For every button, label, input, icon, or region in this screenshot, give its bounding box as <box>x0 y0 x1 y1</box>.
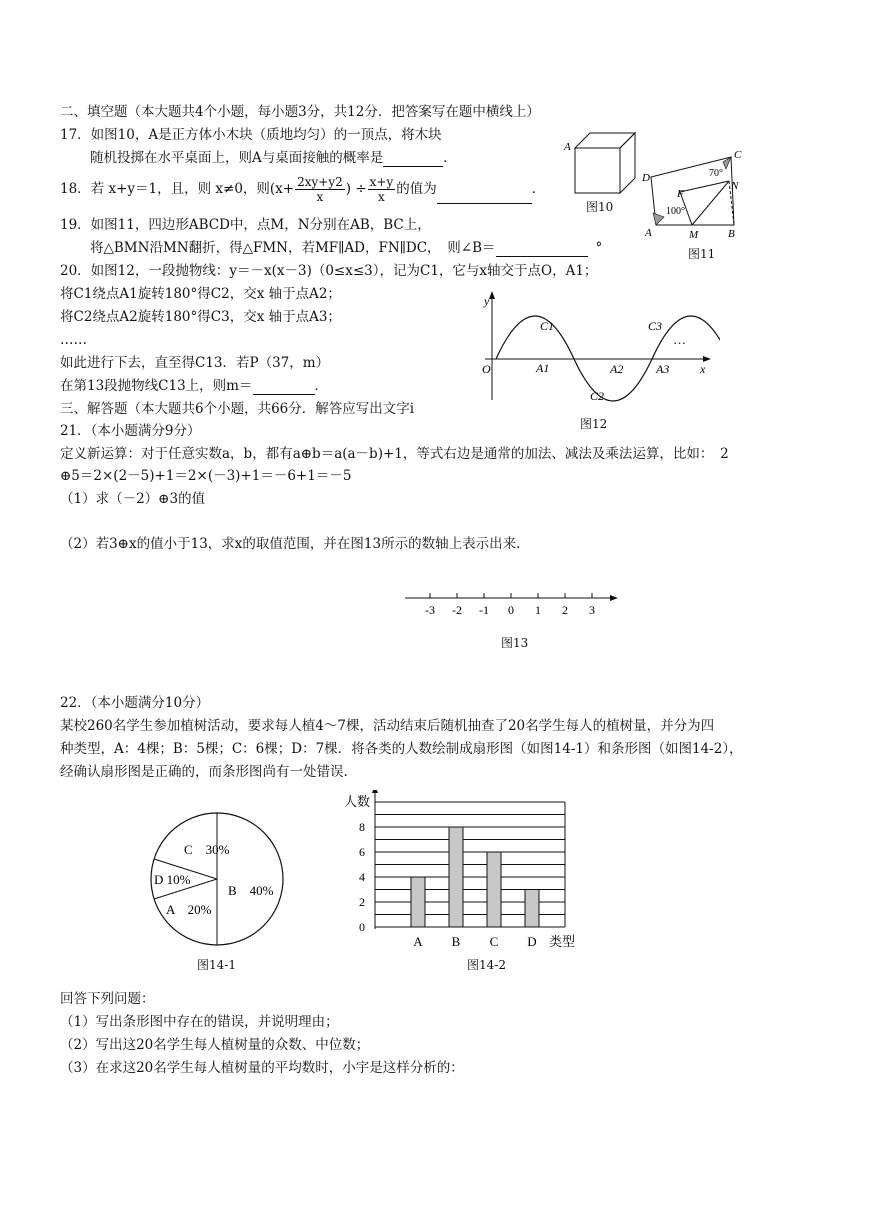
bar-B <box>449 827 463 927</box>
answer-blank-q20 <box>253 380 315 395</box>
fig12-dots: … <box>673 332 686 347</box>
q20-line5: 如此进行下去，直至得C13．若P（37，m） <box>60 355 330 371</box>
figure11-caption: 图11 <box>688 247 716 261</box>
tick-label: 2 <box>562 603 568 617</box>
figure14-1-caption: 图14-1 <box>197 958 236 972</box>
figure14-1-pie <box>148 810 288 950</box>
y-axis-arrow <box>372 790 378 793</box>
fig12-x-label: x <box>700 362 706 376</box>
q20-line1: 20．如图12，一段抛物线：y＝－x(x－3)（0≤x≤3），记为C1，它与x轴交于点O，A1； <box>60 263 598 279</box>
number-line-ticks <box>425 593 595 617</box>
fig11-label-b: B <box>728 228 735 240</box>
fig11-label-d: D <box>642 172 650 184</box>
q21-part2: （2）若3⊕x的值小于13，求x的取值范围，并在图13所示的数轴上表示出来. <box>60 536 521 552</box>
pie-label-c: C 30% <box>184 842 230 857</box>
q21-title: 21．（本小题满分9分） <box>60 423 201 439</box>
fig11-label-f: F <box>677 188 684 200</box>
fig12-origin: O <box>482 362 491 376</box>
q21-line2: ⊕5＝2×(2－5)+1＝2×(－3)+1＝－6+1＝－5 <box>60 468 352 484</box>
q19-line1: 19．如图11，四边形ABCD中，点M，N分别在AB，BC上， <box>60 217 431 233</box>
fig10-label-a: A <box>564 141 571 153</box>
q18: 18．若 x+y＝1，且，则 x≠0，则(x+ $\frac{2xy+y2}{x}$ ) ÷ $\frac{x+y}{x}$ 的值为 ． <box>60 175 546 204</box>
answer-blank-q18 <box>437 189 532 204</box>
q22-line3: 经确认扇形图是正确的，而条形图尚有一处错误. <box>60 764 348 780</box>
fraction-1: $\frac{2xy+y2}{x}$ <box>297 175 343 204</box>
fig12-c1: C1 <box>540 319 555 333</box>
pie-label-b: B 40% <box>228 883 274 898</box>
y-tick-label: 0 <box>359 920 365 934</box>
section2-heading: 二、填空题（本大题共4个小题，每小题3分，共12分．把答案写在题中横线上） <box>60 104 540 120</box>
answer-heading: 回答下列问题： <box>60 991 155 1007</box>
fig12-a1: A1 <box>536 361 550 375</box>
fraction-2: $\frac{x+y}{x}$ <box>369 175 394 204</box>
pie-label-a: A 20% <box>166 902 212 917</box>
tick-label: -1 <box>479 603 489 617</box>
tick-label: -2 <box>452 603 462 617</box>
q22-part1: （1）写出条形图中存在的错误，并说明理由； <box>60 1014 339 1030</box>
bar-D <box>525 890 539 928</box>
fig12-c2: C2 <box>590 389 605 403</box>
q22-part2: （2）写出这20名学生每人植树量的众数、中位数； <box>60 1037 370 1053</box>
q22-part3: （3）在求这20名学生每人植树量的平均数时，小宇是这样分析的： <box>60 1060 464 1076</box>
q20-line2: 将C1绕点A1旋转180°得C2，交x 轴于点A2； <box>60 286 341 302</box>
tick-label: 0 <box>508 603 514 617</box>
figure10-caption: 图10 <box>586 200 614 214</box>
q17-line1: 17．如图10，A是正方体小木块（质地均匀）的一顶点，将木块 <box>60 127 442 143</box>
q20-line6: 在第13段抛物线C13上，则m＝ ． <box>60 378 328 394</box>
fig11-angle-f: 100° <box>666 206 685 217</box>
section3-heading: 三、解答题（本大题共6个小题，共66分．解答应写出文字i <box>60 401 415 417</box>
y-tick-label: 8 <box>359 820 365 834</box>
fig11-label-m: M <box>689 229 699 240</box>
bar-chart-ylabel: 人数 <box>344 794 371 809</box>
fig11-label-c: C <box>734 149 742 161</box>
q22-line2: 种类型，A：4棵；B：5棵；C：6棵；D：7棵．将各类的人数绘制成扇形图（如图14-1）和条形图（如图14-2）， <box>60 741 743 757</box>
fig12-c3: C3 <box>648 319 663 333</box>
q21-part1: （1）求（－2）⊕3的值 <box>60 491 206 507</box>
q22-line1: 某校260名学生参加植树活动，要求每人植4～7棵，活动结束后随机抽查了20名学生每人的植树量，并分为四 <box>60 718 715 734</box>
answer-blank-q19 <box>496 242 588 257</box>
x-tick-label: C <box>489 934 499 949</box>
x-tick-label: D <box>527 934 537 949</box>
x-tick-label: B <box>451 934 461 949</box>
fig11-label-n: N <box>731 180 739 192</box>
y-tick-label: 2 <box>359 895 365 909</box>
tick-label: 3 <box>589 603 595 617</box>
figure13-caption: 图13 <box>501 636 529 650</box>
fig12-a3: A3 <box>656 362 670 376</box>
fig12-y-label: y <box>484 294 490 308</box>
y-tick-label: 4 <box>359 870 365 884</box>
bar-A <box>411 877 425 927</box>
tick-label: 1 <box>535 603 541 617</box>
figure14-2-bar-chart <box>330 790 590 955</box>
figure11-quadrilateral <box>640 145 760 240</box>
pie-label-d: D 10% <box>154 872 191 887</box>
q17-line2: 随机投掷在水平桌面上，则A与桌面接触的概率是 ． <box>90 150 457 166</box>
figure12-caption: 图12 <box>580 417 608 431</box>
y-tick-label: 6 <box>359 845 365 859</box>
fig11-label-a: A <box>645 227 652 239</box>
answer-blank-q17 <box>383 152 443 167</box>
q20-line3: 将C2绕点A2旋转180°得C3，交x 轴于点A3； <box>60 309 341 325</box>
figure13-number-line <box>400 588 630 620</box>
q19-line2: 将△BMN沿MN翻折，得△FMN，若MF∥AD，FN∥DC， 则∠B＝ ° <box>90 240 603 256</box>
figure14-2-caption: 图14-2 <box>467 958 506 972</box>
q21-line1: 定义新运算：对于任意实数a，b，都有a⊕b＝a(a－b)+1，等式右边是通常的加法、减法及乘法运算，比如： 2 <box>60 446 729 462</box>
tick-label: -3 <box>425 603 435 617</box>
fig11-angle-c: 70° <box>709 168 723 179</box>
fig12-a2: A2 <box>610 362 624 376</box>
q22-title: 22．（本小题满分10分） <box>60 695 210 711</box>
q20-line4: …… <box>60 332 87 348</box>
figure12-parabolas <box>470 288 720 403</box>
bar-chart-xlabel: 类型 <box>549 934 576 949</box>
x-tick-label: A <box>413 934 423 949</box>
bar-C <box>487 852 501 927</box>
